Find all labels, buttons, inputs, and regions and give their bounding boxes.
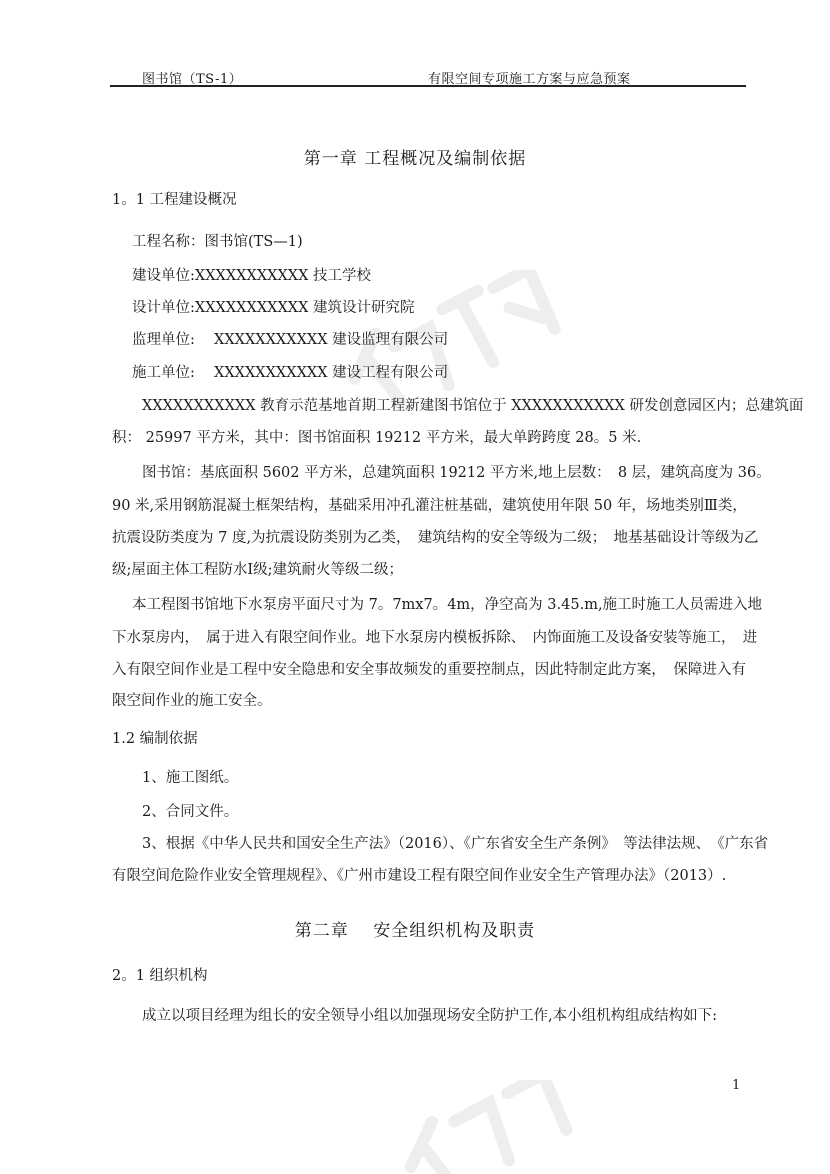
section-2-1-title: 2。1 组织机构 — [112, 968, 208, 984]
project-name: 工程名称：图书馆(TS—1) — [132, 234, 303, 250]
chapter-1-title: 第一章 工程概况及编制依据 — [303, 149, 527, 169]
list-item: 3、根据《中华人民共和国安全生产法》（2016）、《广东省安全生产条例》 等法律法规、 《广东省 — [142, 836, 769, 852]
header-document-code: 图书馆（TS-1） — [142, 72, 243, 87]
construction-unit: 施工单位: XXXXXXXXXXX 建设工程有限公司 — [132, 365, 449, 381]
paragraph-line: 限空间作业的施工安全。 — [112, 693, 272, 709]
page-header — [110, 66, 746, 86]
chapter-2-title: 第二章 安全组织机构及职责 — [294, 921, 536, 941]
paragraph-line: 积： 25997 平方米，其中：图书馆面积 19212 平方米，最大单跨跨度 28。5 米. — [112, 430, 642, 446]
paragraph-line: 抗震设防类度为 7 度,为抗震设防类别为乙类， 建筑结构的安全等级为二级； 地基基础设计等级为乙 — [112, 530, 759, 546]
paragraph-line: 成立以项目经理为组长的安全领导小组以加强现场安全防护工作,本小组机构组成结构如下: — [142, 1008, 717, 1024]
paragraph-line: XXXXXXXXXXX 教育示范基地首期工程新建图书馆位于 XXXXXXXXXXX 研发创意园区内；总建筑面 — [142, 398, 804, 414]
header-document-title: 有限空间专项施工方案与应急预案 — [428, 72, 631, 87]
design-unit: 设计单位:XXXXXXXXXXX 建筑设计研究院 — [132, 300, 415, 316]
supervision-unit: 监理单位: XXXXXXXXXXX 建设监理有限公司 — [132, 332, 449, 348]
paragraph-line: 级;屋面主体工程防水Ⅰ级;建筑耐火等级二级； — [112, 562, 403, 578]
paragraph-line: 入有限空间作业是工程中安全隐患和安全事故频发的重要控制点，因此特制定此方案， 保障进入有 — [112, 662, 746, 678]
paragraph-line: 下水泵房内， 属于进入有限空间作业。地下水泵房内模板拆除、 内饰面施工及设备安装等施工， 进 — [112, 630, 758, 646]
section-1-2-title: 1.2 编制依据 — [112, 731, 198, 747]
builder-unit: 建设单位:XXXXXXXXXXX 技工学校 — [132, 268, 372, 284]
paragraph-line: 图书馆：基底面积 5602 平方米，总建筑面积 19212 平方米,地上层数： 8 层，建筑高度为 36。 — [142, 465, 771, 481]
watermark-graphic — [380, 1080, 580, 1174]
list-item: 1、施工图纸。 — [142, 770, 239, 786]
paragraph-line: 90 米,采用钢筋混凝土框架结构，基础采用冲孔灌注桩基础，建筑使用年限 50 年，场地类别Ⅲ类， — [112, 498, 747, 514]
section-1-1-title: 1。1 工程建设概况 — [112, 192, 237, 208]
page-number: 1 — [732, 1078, 741, 1093]
list-item: 2、合同文件。 — [142, 804, 239, 820]
header-divider — [110, 85, 746, 87]
list-item: 有限空间危险作业安全管理规程》、《广州市建设工程有限空间作业安全生产管理办法》（2013）. — [112, 868, 727, 884]
paragraph-line: 本工程图书馆地下水泵房平面尺寸为 7。7mx7。4m，净空高为 3.45.m,施工时施工人员需进入地 — [132, 597, 763, 613]
